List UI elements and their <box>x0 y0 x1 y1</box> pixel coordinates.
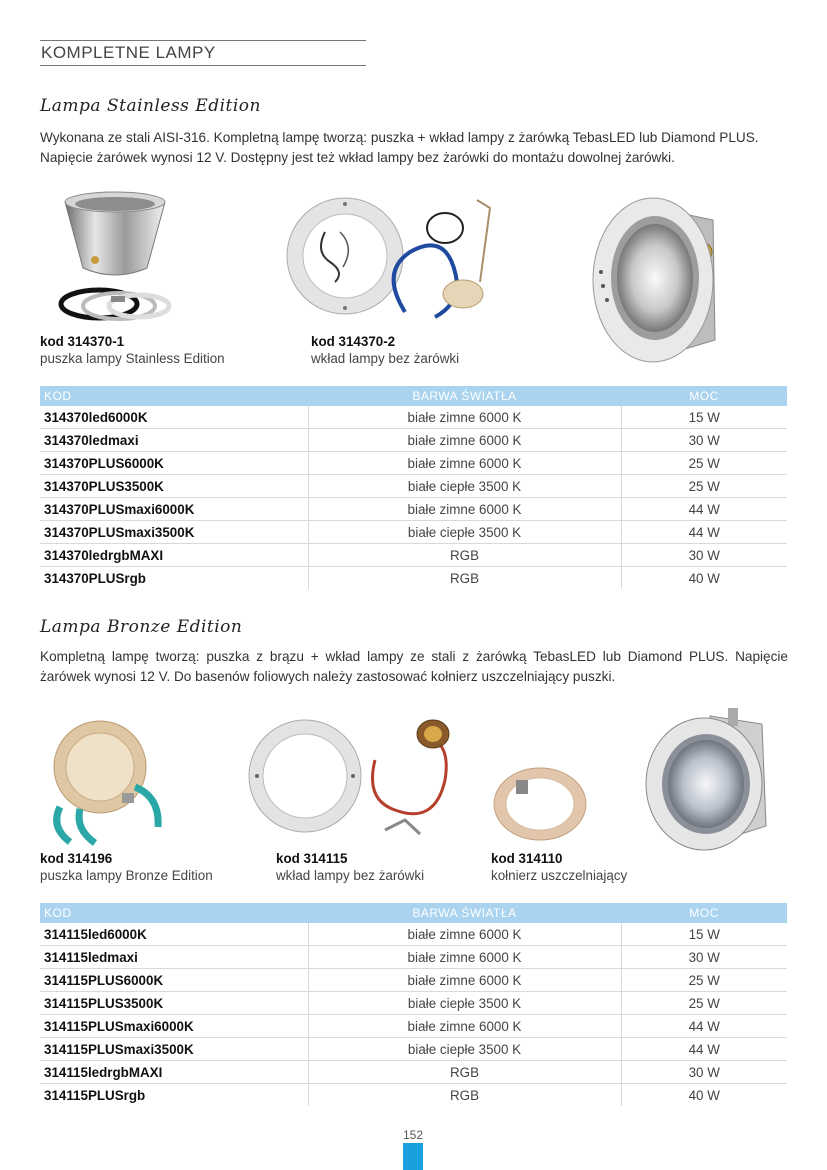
cell-power: 30 W <box>621 429 787 452</box>
bronze-gasket-image <box>490 760 595 845</box>
cell-code: 314115PLUSrgb <box>44 1087 146 1103</box>
bronze-heading: Lampa Bronze Edition <box>40 617 243 637</box>
cell-code: 314115PLUSmaxi6000K <box>40 1015 308 1038</box>
cell-code: 314370PLUSmaxi6000K <box>40 498 308 521</box>
cell-color: białe zimne 6000 K <box>308 498 621 521</box>
page-tab-marker <box>403 1143 423 1170</box>
bronze-description: Kompletną lampę tworzą: puszka z brązu + wkład lampy ze stali z żarówką TebasLED lub Diamond PLUS. Napięcie żarówek wynosi 12 V. Do basenów foliowych należy zastosować kołnierz uszczelniający puszki. <box>40 649 788 684</box>
cell-code: 314370ledrgbMAXI <box>40 544 308 567</box>
cell-code: 314370PLUSmaxi3500K <box>40 521 308 544</box>
product-description: puszka lampy Bronze Edition <box>40 868 213 883</box>
cell-code: 314370PLUSrgb <box>44 570 146 586</box>
stainless-housing-image <box>55 190 175 330</box>
cell-color: białe zimne 6000 K <box>308 429 621 452</box>
cell-code: 314370PLUS6000K <box>40 452 308 475</box>
cell-color: białe ciepłe 3500 K <box>308 1038 621 1061</box>
cell-color: białe ciepłe 3500 K <box>308 521 621 544</box>
cell-power: 30 W <box>621 544 787 567</box>
table-header-row <box>40 903 787 923</box>
stainless-spec-table <box>40 386 787 589</box>
cell-power: 40 W <box>688 570 720 586</box>
column-header-color: BARWA ŚWIATŁA <box>308 903 621 923</box>
product-caption <box>40 850 213 884</box>
cell-code: 314115PLUS3500K <box>40 992 308 1015</box>
cell-power: 30 W <box>621 946 787 969</box>
table-row <box>40 475 787 498</box>
product-code: kod 314370-1 <box>40 334 125 349</box>
column-header-power: MOC <box>621 903 787 923</box>
product-code: kod 314110 <box>491 851 563 866</box>
stainless-lamp-image <box>585 190 730 370</box>
table-row <box>40 429 787 452</box>
cell-color: RGB <box>308 1061 621 1084</box>
cell-power: 44 W <box>621 498 787 521</box>
table-row <box>40 498 787 521</box>
cell-code: 314115PLUS6000K <box>40 969 308 992</box>
cell-power: 40 W <box>688 1087 720 1103</box>
product-code: kod 314115 <box>276 851 348 866</box>
stainless-description: Wykonana ze stali AISI-316. Kompletną lampę tworzą: puszka + wkład lampy z żarówką TebasLED lub Diamond PLUS. Napięcie żarówek wynosi 12 V. Dostępny jest też wkład lampy bez żarówki do montażu dowolnej żarówki. <box>40 130 759 165</box>
table-row <box>40 1061 787 1084</box>
product-description: wkład lampy bez żarówki <box>276 868 425 883</box>
bronze-spec-table <box>40 903 787 1106</box>
table-row <box>40 1038 787 1061</box>
cell-color: białe zimne 6000 K <box>308 1015 621 1038</box>
product-caption <box>276 850 424 884</box>
table-row <box>40 406 787 429</box>
cell-color: białe zimne 6000 K <box>308 406 621 429</box>
cell-color: białe ciepłe 3500 K <box>308 992 621 1015</box>
table-row <box>40 946 787 969</box>
cell-color: białe zimne 6000 K <box>308 946 621 969</box>
table-row <box>40 923 787 946</box>
product-caption <box>40 333 225 367</box>
cell-code: 314370PLUS3500K <box>40 475 308 498</box>
cell-power: 25 W <box>621 992 787 1015</box>
cell-power: 44 W <box>621 1038 787 1061</box>
product-description: kołnierz uszczelniający <box>491 868 628 883</box>
cell-power: 44 W <box>621 1015 787 1038</box>
product-code: kod 314370-2 <box>311 334 396 349</box>
column-header-color: BARWA ŚWIATŁA <box>308 386 621 406</box>
product-code: kod 314196 <box>40 851 113 866</box>
cell-code: 314115ledmaxi <box>40 946 308 969</box>
section-header <box>40 40 366 66</box>
table-row <box>40 969 787 992</box>
bronze-housing-image <box>40 717 165 847</box>
table-row <box>40 567 787 590</box>
table-row <box>40 544 787 567</box>
cell-color: białe zimne 6000 K <box>308 969 621 992</box>
cell-power: 15 W <box>621 406 787 429</box>
product-caption <box>491 850 627 884</box>
cell-color: białe zimne 6000 K <box>308 452 621 475</box>
product-caption <box>311 333 459 367</box>
table-row <box>40 452 787 475</box>
bronze-lamp-image <box>640 706 780 856</box>
column-header-code: KOD <box>40 386 308 406</box>
table-row <box>40 521 787 544</box>
cell-power: 30 W <box>621 1061 787 1084</box>
product-description: puszka lampy Stainless Edition <box>40 351 225 366</box>
cell-power: 44 W <box>621 521 787 544</box>
cell-code: 314115led6000K <box>40 923 308 946</box>
column-header-code: KOD <box>40 903 308 923</box>
cell-color: białe zimne 6000 K <box>308 923 621 946</box>
cell-code: 314370led6000K <box>40 406 308 429</box>
stainless-heading: Lampa Stainless Edition <box>40 96 261 116</box>
bronze-insert-image <box>245 710 465 850</box>
cell-power: 25 W <box>621 475 787 498</box>
table-row <box>40 1084 787 1107</box>
stainless-insert-image <box>285 192 500 327</box>
cell-color: RGB <box>308 1084 621 1107</box>
cell-code: 314115PLUSmaxi3500K <box>40 1038 308 1061</box>
table-header-row <box>40 386 787 406</box>
column-header-power: MOC <box>621 386 787 406</box>
product-description: wkład lampy bez żarówki <box>311 351 460 366</box>
cell-color: białe ciepłe 3500 K <box>308 475 621 498</box>
section-title: KOMPLETNE LAMPY <box>41 43 216 62</box>
cell-color: RGB <box>308 544 621 567</box>
cell-power: 25 W <box>621 969 787 992</box>
cell-power: 15 W <box>621 923 787 946</box>
page-number: 152 <box>402 1128 424 1142</box>
cell-code: 314370ledmaxi <box>40 429 308 452</box>
cell-color: RGB <box>308 567 621 590</box>
table-row <box>40 1015 787 1038</box>
cell-code: 314115ledrgbMAXI <box>40 1061 308 1084</box>
cell-power: 25 W <box>621 452 787 475</box>
table-row <box>40 992 787 1015</box>
